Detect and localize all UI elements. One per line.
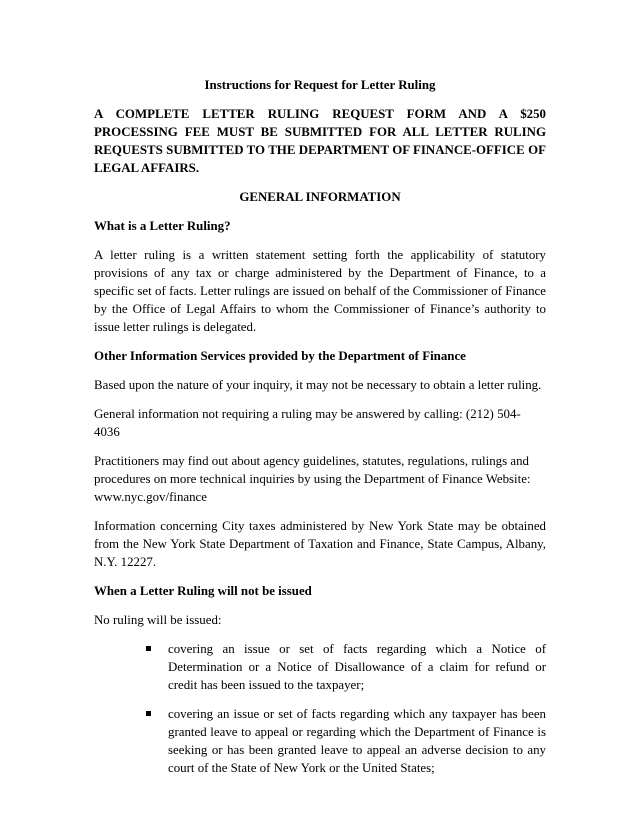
square-bullet-icon [146, 711, 151, 716]
what-is-letter-ruling-heading: What is a Letter Ruling? [94, 219, 231, 233]
what-is-letter-ruling-paragraph: A letter ruling is a written statement setting forth the applicability of statutory provisions of any tax or charge administered by the Department of Finance, to a specific set of facts. Letter rulings are issued on behalf of the Commissioner of Finance by the Office of Legal Affairs to whom the Commissioner of Finance’s authority to issue letter rulings is delegated. [94, 248, 546, 334]
phone-info-paragraph: General information not requiring a ruling may be answered by calling: (212) 504-4036 [94, 407, 521, 439]
document-page [94, 76, 546, 788]
website-link: www.nyc.gov/finance [94, 490, 207, 504]
website-info-paragraph [94, 452, 546, 506]
list-item-text: covering an issue or set of facts regarding which any taxpayer has been granted leave to appeal or regarding which the Department of Finance is seeking or has been granted leave to appeal an adverse decision to any court of the State of New York or the United States; [168, 707, 546, 775]
no-ruling-list [94, 640, 546, 777]
state-taxes-paragraph: Information concerning City taxes administered by New York State may be obtained from the New York State Department of Taxation and Finance, State Campus, Albany, N.Y. 12227. [94, 519, 546, 569]
square-bullet-icon [146, 646, 151, 651]
other-services-heading: Other Information Services provided by the Department of Finance [94, 349, 466, 363]
fee-notice: A COMPLETE LETTER RULING REQUEST FORM AND A $250 PROCESSING FEE MUST BE SUBMITTED FOR ALL LETTER RULING REQUESTS SUBMITTED TO THE DEPARTMENT OF FINANCE-OFFICE OF LEGAL AFFAIRS. [94, 107, 546, 175]
website-info-line-1: Practitioners may find out about agency guidelines, statutes, regulations, rulings and [94, 454, 529, 468]
when-not-issued-heading: When a Letter Ruling will not be issued [94, 584, 312, 598]
list-item [168, 640, 546, 694]
no-ruling-intro: No ruling will be issued: [94, 613, 222, 627]
website-info-line-2: procedures on more technical inquiries by using the Department of Finance Website: [94, 472, 531, 486]
document-title: Instructions for Request for Letter Ruling [204, 78, 436, 92]
list-item-text: covering an issue or set of facts regarding which a Notice of Determination or a Notice of Disallowance of a claim for refund or credit has been issued to the taxpayer; [168, 642, 546, 692]
general-information-heading: GENERAL INFORMATION [239, 190, 401, 204]
list-item [168, 705, 546, 777]
other-services-paragraph-1: Based upon the nature of your inquiry, it may not be necessary to obtain a letter ruling. [94, 378, 542, 392]
